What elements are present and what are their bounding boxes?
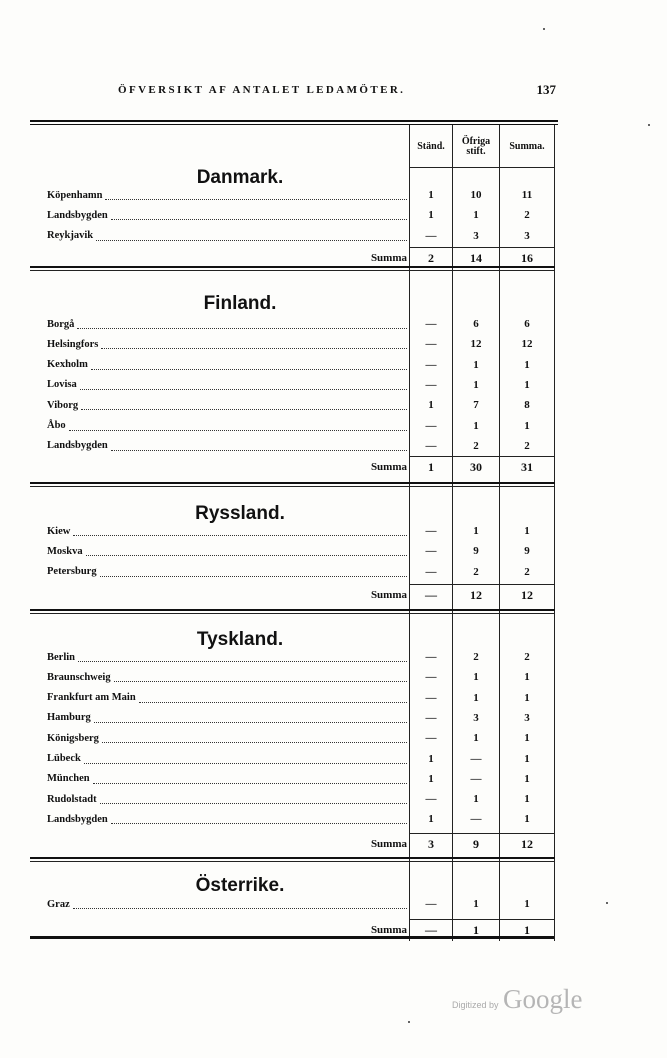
- summa-label: Summa: [370, 252, 407, 264]
- summa-stand: —: [425, 922, 437, 937]
- summa-rule: [409, 833, 555, 834]
- cell-stand: —: [425, 565, 437, 578]
- section-title: Finland.: [203, 293, 277, 314]
- table-row: [47, 417, 559, 435]
- cell-summa: 1: [524, 671, 530, 684]
- place-name: Kiew: [47, 522, 407, 540]
- place-name: Braunschweig: [47, 668, 407, 686]
- scan-speck: [606, 902, 608, 904]
- leader-dots: [111, 218, 407, 220]
- top-rule-thin: [30, 124, 558, 125]
- cell-stand: —: [425, 898, 437, 910]
- cell-stand: —: [425, 338, 437, 351]
- place-name: Åbo: [47, 417, 407, 435]
- leader-dots: [78, 660, 407, 662]
- summa-total: 12: [521, 587, 533, 602]
- place-name: Hamburg: [47, 709, 407, 727]
- cell-summa: 8: [524, 399, 530, 412]
- table-row: [47, 895, 559, 913]
- page-title: ÖFVERSIKT AF ANTALET LEDAMÖTER.: [118, 84, 406, 96]
- summa-total: 16: [521, 250, 533, 265]
- table-row: [47, 689, 559, 707]
- top-rule-thick: [30, 120, 558, 122]
- summa-stand: —: [425, 587, 437, 602]
- cell-summa: 1: [524, 691, 530, 704]
- cell-ofriga: 3: [473, 711, 479, 724]
- place-name: Landsbygden: [47, 437, 407, 455]
- cell-stand: —: [425, 671, 437, 684]
- leader-dots: [81, 408, 407, 410]
- column-header-ofriga: Öfriga stift.: [461, 136, 491, 157]
- table-row: [47, 750, 559, 768]
- table-row: [47, 356, 559, 374]
- place-name: Frankfurt am Main: [47, 689, 407, 707]
- section-title: Danmark.: [196, 167, 284, 188]
- cell-stand: —: [425, 545, 437, 558]
- cell-stand: —: [425, 229, 437, 242]
- cell-ofriga: 9: [473, 545, 479, 558]
- table-row: [47, 437, 559, 455]
- summa-label: Summa: [370, 838, 407, 850]
- cell-stand: —: [425, 525, 437, 537]
- page-header: [118, 84, 558, 102]
- table-row: [47, 335, 559, 353]
- cell-ofriga: 1: [473, 898, 479, 910]
- section-separator: [30, 266, 555, 268]
- watermark-small: Digitized by: [452, 1000, 499, 1010]
- cell-stand: 1: [428, 752, 434, 765]
- scan-speck: [648, 124, 650, 126]
- leader-dots: [69, 429, 407, 431]
- bottom-rule: [30, 936, 554, 939]
- summa-ofriga: 9: [473, 836, 479, 851]
- cell-ofriga: 1: [473, 732, 479, 745]
- cell-ofriga: 1: [473, 793, 479, 806]
- leader-dots: [105, 198, 407, 200]
- section-title: Ryssland.: [195, 503, 285, 524]
- cell-stand: 1: [428, 813, 434, 826]
- cell-stand: —: [425, 318, 437, 330]
- cell-summa: 3: [524, 229, 530, 242]
- digitized-watermark: [452, 984, 582, 1015]
- cell-ofriga: 10: [470, 189, 482, 201]
- table-row: [47, 542, 559, 560]
- scan-speck: [543, 28, 545, 30]
- cell-ofriga: 1: [473, 419, 479, 432]
- cell-stand: —: [425, 378, 437, 391]
- cell-ofriga: 1: [473, 671, 479, 684]
- section-separator-thin: [30, 613, 555, 614]
- cell-ofriga: —: [470, 752, 482, 765]
- place-name: Rudolstadt: [47, 790, 407, 808]
- table-row: [47, 770, 559, 788]
- section-separator-thin: [30, 270, 555, 271]
- cell-summa: 1: [524, 419, 530, 432]
- leader-dots: [102, 741, 407, 743]
- place-name: Berlin: [47, 648, 407, 666]
- leader-dots: [96, 239, 407, 241]
- summa-stand: 3: [428, 836, 434, 851]
- cell-summa: 1: [524, 898, 530, 910]
- leader-dots: [100, 802, 407, 804]
- cell-ofriga: —: [470, 772, 482, 785]
- summa-row: [47, 835, 559, 853]
- place-name: Reykjavik: [47, 227, 407, 245]
- summa-rule: [409, 584, 555, 585]
- cell-stand: 1: [428, 772, 434, 785]
- leader-dots: [111, 822, 407, 824]
- cell-ofriga: 1: [473, 378, 479, 391]
- cell-summa: 1: [524, 525, 530, 537]
- cell-summa: 2: [524, 439, 530, 452]
- cell-stand: —: [425, 358, 437, 371]
- cell-summa: 1: [524, 732, 530, 745]
- table-row: [47, 668, 559, 686]
- cell-summa: 2: [524, 651, 530, 663]
- cell-summa: 1: [524, 813, 530, 826]
- place-name: Kexholm: [47, 356, 407, 374]
- cell-ofriga: 7: [473, 399, 479, 412]
- cell-ofriga: 1: [473, 691, 479, 704]
- place-name: Viborg: [47, 396, 407, 414]
- summa-total: 31: [521, 459, 533, 474]
- summa-rule: [409, 919, 555, 920]
- leader-dots: [84, 762, 407, 764]
- table-row: [47, 227, 559, 245]
- cell-summa: 1: [524, 358, 530, 371]
- page-number: 137: [536, 82, 556, 97]
- cell-stand: —: [425, 651, 437, 663]
- cell-summa: 9: [524, 545, 530, 558]
- table-row: [47, 376, 559, 394]
- cell-ofriga: —: [470, 813, 482, 826]
- summa-ofriga: 12: [470, 587, 482, 602]
- table-row: [47, 563, 559, 581]
- section-separator: [30, 482, 555, 484]
- summa-ofriga: 30: [470, 459, 482, 474]
- place-name: Petersburg: [47, 563, 407, 581]
- table-row: [47, 315, 559, 333]
- table-row: [47, 810, 559, 828]
- cell-summa: 2: [524, 565, 530, 578]
- place-name: Moskva: [47, 542, 407, 560]
- leader-dots: [94, 721, 407, 723]
- cell-summa: 1: [524, 378, 530, 391]
- leader-dots: [73, 907, 407, 909]
- watermark-logo: Google: [502, 984, 583, 1014]
- cell-stand: —: [425, 419, 437, 432]
- table-row: [47, 396, 559, 414]
- table-row: [47, 186, 559, 204]
- cell-ofriga: 12: [470, 338, 482, 351]
- summa-stand: 2: [428, 250, 434, 265]
- leader-dots: [111, 449, 407, 451]
- leader-dots: [86, 554, 407, 556]
- summa-rule: [409, 247, 555, 248]
- cell-ofriga: 1: [473, 358, 479, 371]
- cell-ofriga: 1: [473, 525, 479, 537]
- cell-summa: 1: [524, 793, 530, 806]
- cell-ofriga: 2: [473, 439, 479, 452]
- leader-dots: [139, 701, 407, 703]
- summa-label: Summa: [370, 589, 407, 601]
- cell-summa: 1: [524, 772, 530, 785]
- cell-summa: 12: [521, 338, 533, 351]
- cell-summa: 1: [524, 752, 530, 765]
- cell-stand: —: [425, 732, 437, 745]
- cell-ofriga: 3: [473, 229, 479, 242]
- leader-dots: [93, 782, 407, 784]
- summa-row: [47, 249, 559, 267]
- summa-label: Summa: [370, 924, 407, 936]
- cell-summa: 6: [524, 318, 530, 330]
- cell-stand: 1: [428, 399, 434, 412]
- cell-stand: 1: [428, 209, 434, 222]
- section-separator: [30, 857, 555, 859]
- place-name: Königsberg: [47, 729, 407, 747]
- column-header-stand: Ständ.: [417, 141, 445, 152]
- place-name: Köpenhamn: [47, 186, 407, 204]
- leader-dots: [80, 388, 407, 390]
- summa-label: Summa: [370, 461, 407, 473]
- section-separator: [30, 609, 555, 611]
- column-header-summa: Summa.: [509, 141, 545, 152]
- summa-stand: 1: [428, 459, 434, 474]
- leader-dots: [101, 347, 407, 349]
- section-title: Österrike.: [195, 875, 285, 896]
- leader-dots: [114, 680, 407, 682]
- cell-ofriga: 1: [473, 209, 479, 222]
- place-name: Landsbygden: [47, 810, 407, 828]
- leader-dots: [77, 327, 407, 329]
- leader-dots: [100, 575, 407, 577]
- table-row: [47, 729, 559, 747]
- place-name: Borgå: [47, 315, 407, 333]
- cell-ofriga: 2: [473, 565, 479, 578]
- scan-speck: [408, 1021, 410, 1023]
- section-title: Tyskland.: [196, 629, 284, 650]
- section-separator-thin: [30, 486, 555, 487]
- place-name: Helsingfors: [47, 335, 407, 353]
- cell-ofriga: 2: [473, 651, 479, 663]
- place-name: Lübeck: [47, 750, 407, 768]
- cell-summa: 2: [524, 209, 530, 222]
- summa-row: [47, 586, 559, 604]
- place-name: München: [47, 770, 407, 788]
- section-separator-thin: [30, 861, 555, 862]
- cell-summa: 3: [524, 711, 530, 724]
- cell-stand: —: [425, 793, 437, 806]
- table-row: [47, 709, 559, 727]
- table-row: [47, 790, 559, 808]
- table-row: [47, 522, 559, 540]
- cell-ofriga: 6: [473, 318, 479, 330]
- summa-ofriga: 14: [470, 250, 482, 265]
- cell-stand: —: [425, 711, 437, 724]
- leader-dots: [73, 534, 407, 536]
- cell-stand: —: [425, 439, 437, 452]
- leader-dots: [91, 368, 407, 370]
- place-name: Landsbygden: [47, 206, 407, 224]
- cell-stand: —: [425, 691, 437, 704]
- table-row: [47, 648, 559, 666]
- table-row: [47, 206, 559, 224]
- cell-stand: 1: [428, 189, 434, 201]
- summa-total: 12: [521, 836, 533, 851]
- cell-summa: 11: [521, 189, 533, 201]
- summa-ofriga: 1: [473, 922, 479, 937]
- summa-rule: [409, 456, 555, 457]
- place-name: Graz: [47, 895, 407, 913]
- summa-total: 1: [524, 922, 530, 937]
- column-header-rule: [409, 167, 555, 168]
- place-name: Lovisa: [47, 376, 407, 394]
- summa-row: [47, 458, 559, 476]
